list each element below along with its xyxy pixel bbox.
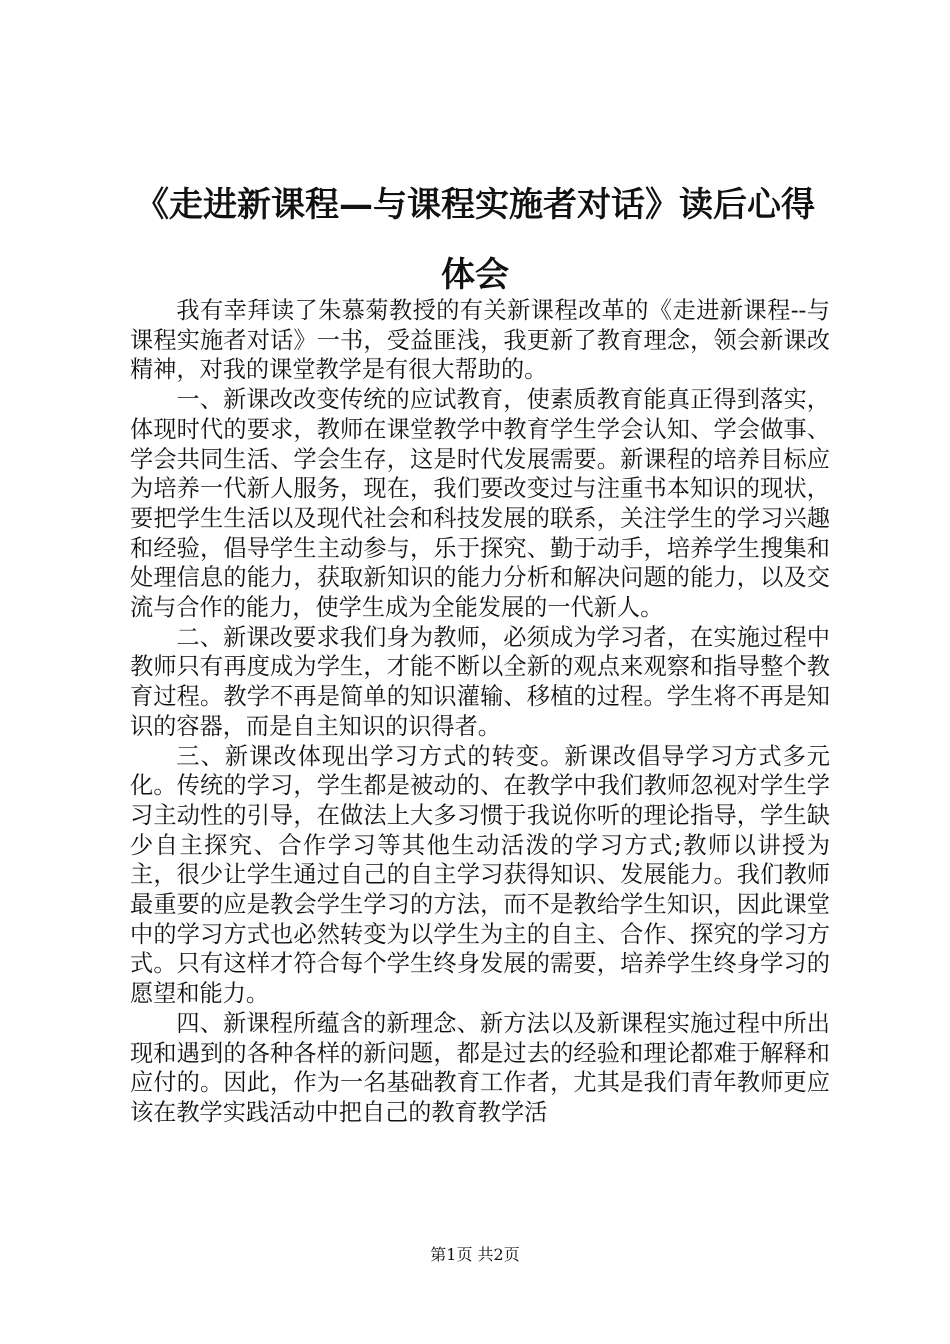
paragraph-intro: 我有幸拜读了朱慕菊教授的有关新课程改革的《走进新课程--与课程实施者对话》一书，受益匪浅，我更新了教育理念，领会新课改精神，对我的课堂教学是有很大帮助的。 (130, 297, 830, 384)
document-body (130, 296, 830, 1128)
page-footer: 第1页 共2页 (430, 1245, 520, 1264)
paragraph-point-4: 四、新课程所蕴含的新理念、新方法以及新课程实施过程中所出现和遇到的各种各样的新问题，都是过去的经验和理论都难于解释和应付的。因此，作为一名基础教育工作者，尤其是我们青年教师更应该在教学实践活动中把自己的教育教学活 (130, 1009, 830, 1126)
paragraph-point-2: 二、新课改要求我们身为教师，必须成为学习者，在实施过程中教师只有再度成为学生，才能不断以全新的观点来观察和指导整个教育过程。教学不再是简单的知识灌输、移植的过程。学生将不再是知识的容器，而是自主知识的识得者。 (130, 623, 830, 740)
document-title: 《走进新课程—与课程实施者对话》读后心得体会 (135, 185, 815, 295)
paragraph-point-3: 三、新课改体现出学习方式的转变。新课改倡导学习方式多元化。传统的学习，学生都是被动的、在教学中我们教师忽视对学生学习主动性的引导，在做法上大多习惯于我说你听的理论指导，学生缺少自主探究、合作学习等其他生动活泼的学习方式;教师以讲授为主，很少让学生通过自己的自主学习获得知识、发展能力。我们教师最重要的应是教会学生学习的方法，而不是教给学生知识，因此课堂中的学习方式也必然转变为以学生为主的自主、合作、探究的学习方式。只有这样才符合每个学生终身发展的需要，培养学生终身学习的愿望和能力。 (130, 742, 830, 1008)
paragraph-point-1: 一、新课改改变传统的应试教育，使素质教育能真正得到落实，体现时代的要求，教师在课堂教学中教育学生学会认知、学会做事、学会共同生活、学会生存，这是时代发展需要。新课程的培养目标应为培养一代新人服务，现在，我们要改变过与注重书本知识的现状，要把学生生活以及现代社会和科技发展的联系，关注学生的学习兴趣和经验，倡导学生主动参与，乐于探究、勤于动手，培养学生搜集和处理信息的能力，获取新知识的能力分析和解决问题的能力，以及交流与合作的能力，使学生成为全能发展的一代新人。 (130, 386, 830, 622)
